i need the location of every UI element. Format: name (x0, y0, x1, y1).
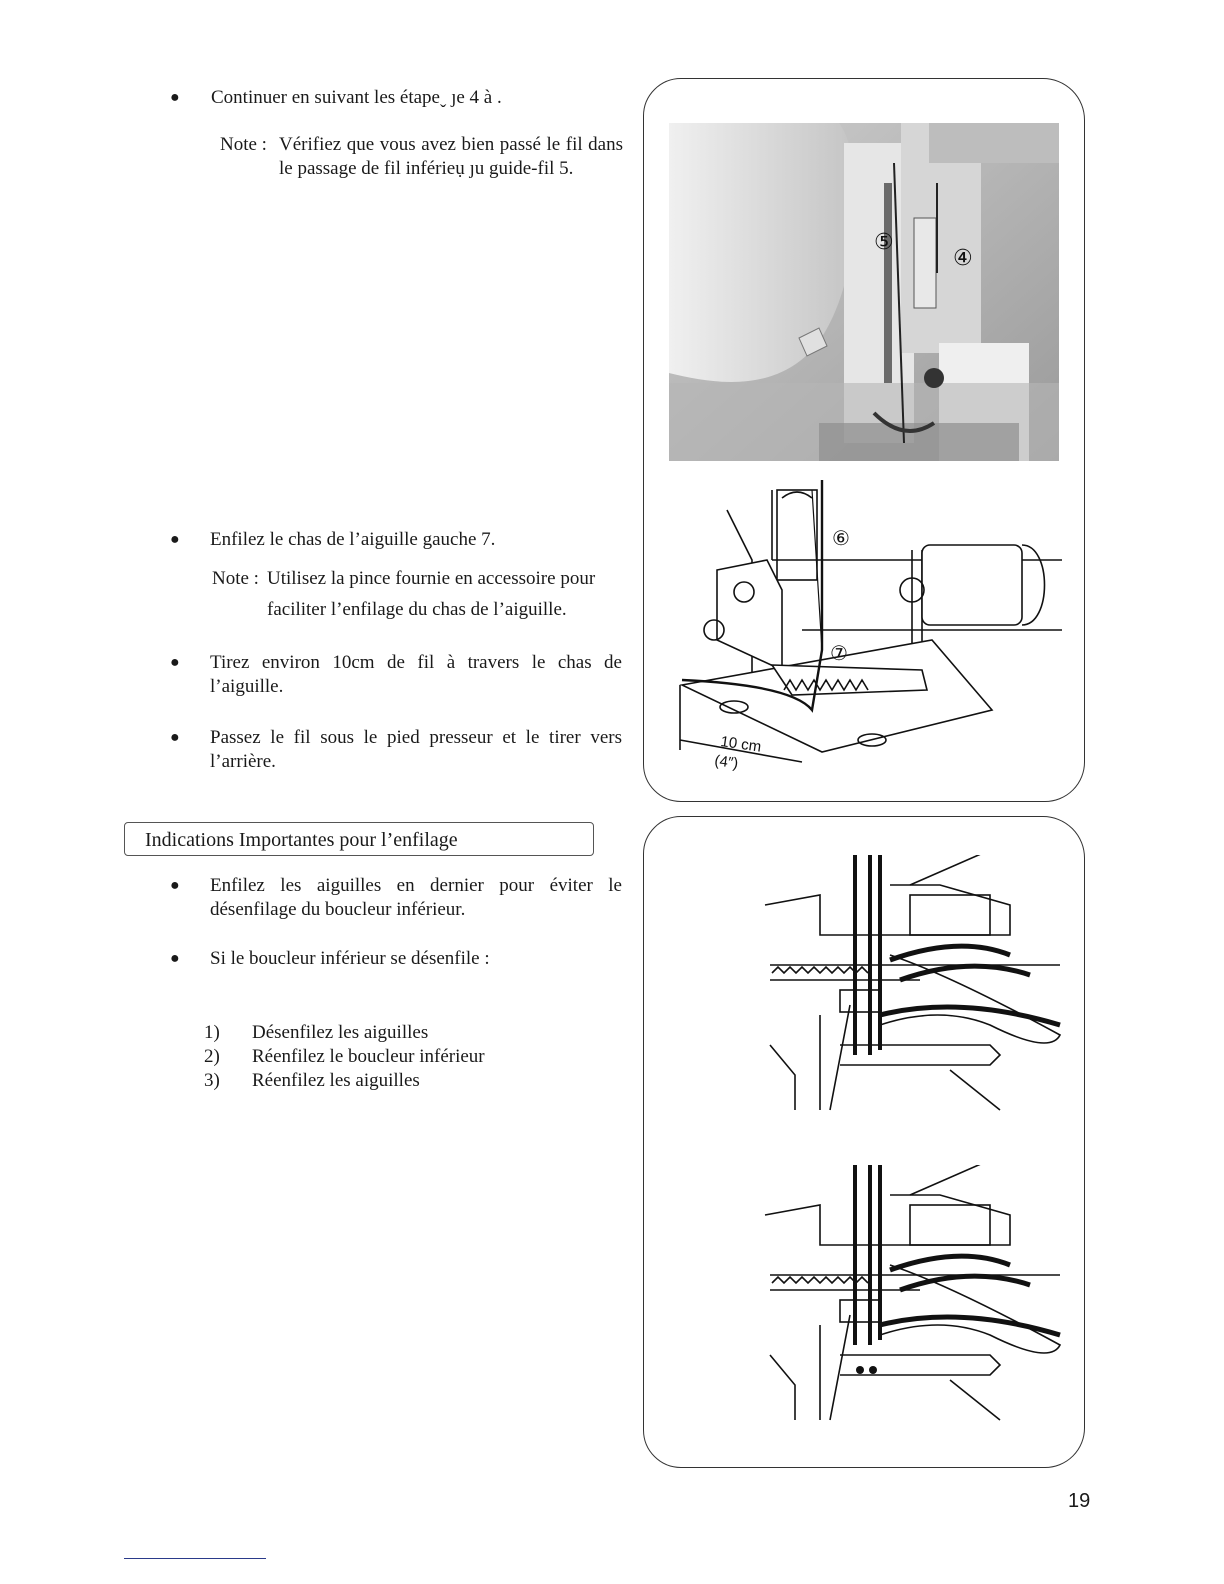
looper-diagram-threaded (760, 855, 1070, 1120)
step-thread-needle: Enfilez le chas de l’aiguille gauche 7. (210, 529, 496, 550)
needle-threading-diagram (672, 470, 1072, 790)
bullet-dot: ● (170, 89, 180, 106)
note-text-line1: Utilisez la pince fournie en accessoire pour (267, 568, 596, 589)
measure-cm: 10 cm (719, 733, 763, 756)
diagram-label-7: ⑦ (830, 643, 848, 665)
page-number: 19 (1068, 1490, 1091, 1512)
note-text-line2: faciliter l’enfilage du chas de l’aiguille. (267, 599, 567, 620)
step-continue: Continuer en suivant les étapeˬ ȷe 4 à . (211, 87, 502, 108)
machine-photo (669, 123, 1059, 461)
photo-label-4: ④ (953, 245, 973, 270)
list-item-text: Réenfilez le boucleur inférieur (252, 1046, 485, 1067)
note-label: Note : (212, 568, 259, 589)
list-item-text: Réenfilez les aiguilles (252, 1070, 420, 1091)
list-item-num: 3) (204, 1070, 220, 1091)
note-text: Vérifiez que vous avez bien passé le fil dans le passage de fil inférieụ ȷu guide-fil 5. (279, 134, 623, 179)
tip-thread-last: Enfilez les aiguilles en dernier pour éviter le désenfilage du boucleur inférieur. (210, 875, 622, 920)
bullet-dot: ● (170, 654, 180, 671)
bullet-dot: ● (170, 877, 180, 894)
bullet-dot: ● (170, 950, 180, 967)
diagram-label-6: ⑥ (832, 528, 850, 550)
list-item-num: 2) (204, 1046, 220, 1067)
bullet-dot: ● (170, 531, 180, 548)
list-item-num: 1) (204, 1022, 220, 1043)
looper-diagram-unthreaded (760, 1165, 1070, 1425)
note-label: Note : (220, 134, 267, 155)
photo-label-5: ⑤ (874, 229, 894, 254)
list-item-text: Désenfilez les aiguilles (252, 1022, 429, 1043)
step-pull-thread: Tirez environ 10cm de fil à travers le chas de l’aiguille. (210, 652, 622, 697)
tip-unthread: Si le boucleur inférieur se désenfile : (210, 948, 490, 969)
bullet-dot: ● (170, 729, 180, 746)
section-heading: Indications Importantes pour l’enfilage (124, 822, 594, 856)
step-pass-thread: Passez le fil sous le pied presseur et le tirer vers l’arrière. (210, 727, 622, 772)
footer-rule (124, 1558, 266, 1559)
measure-inch: (4″) (713, 752, 740, 773)
